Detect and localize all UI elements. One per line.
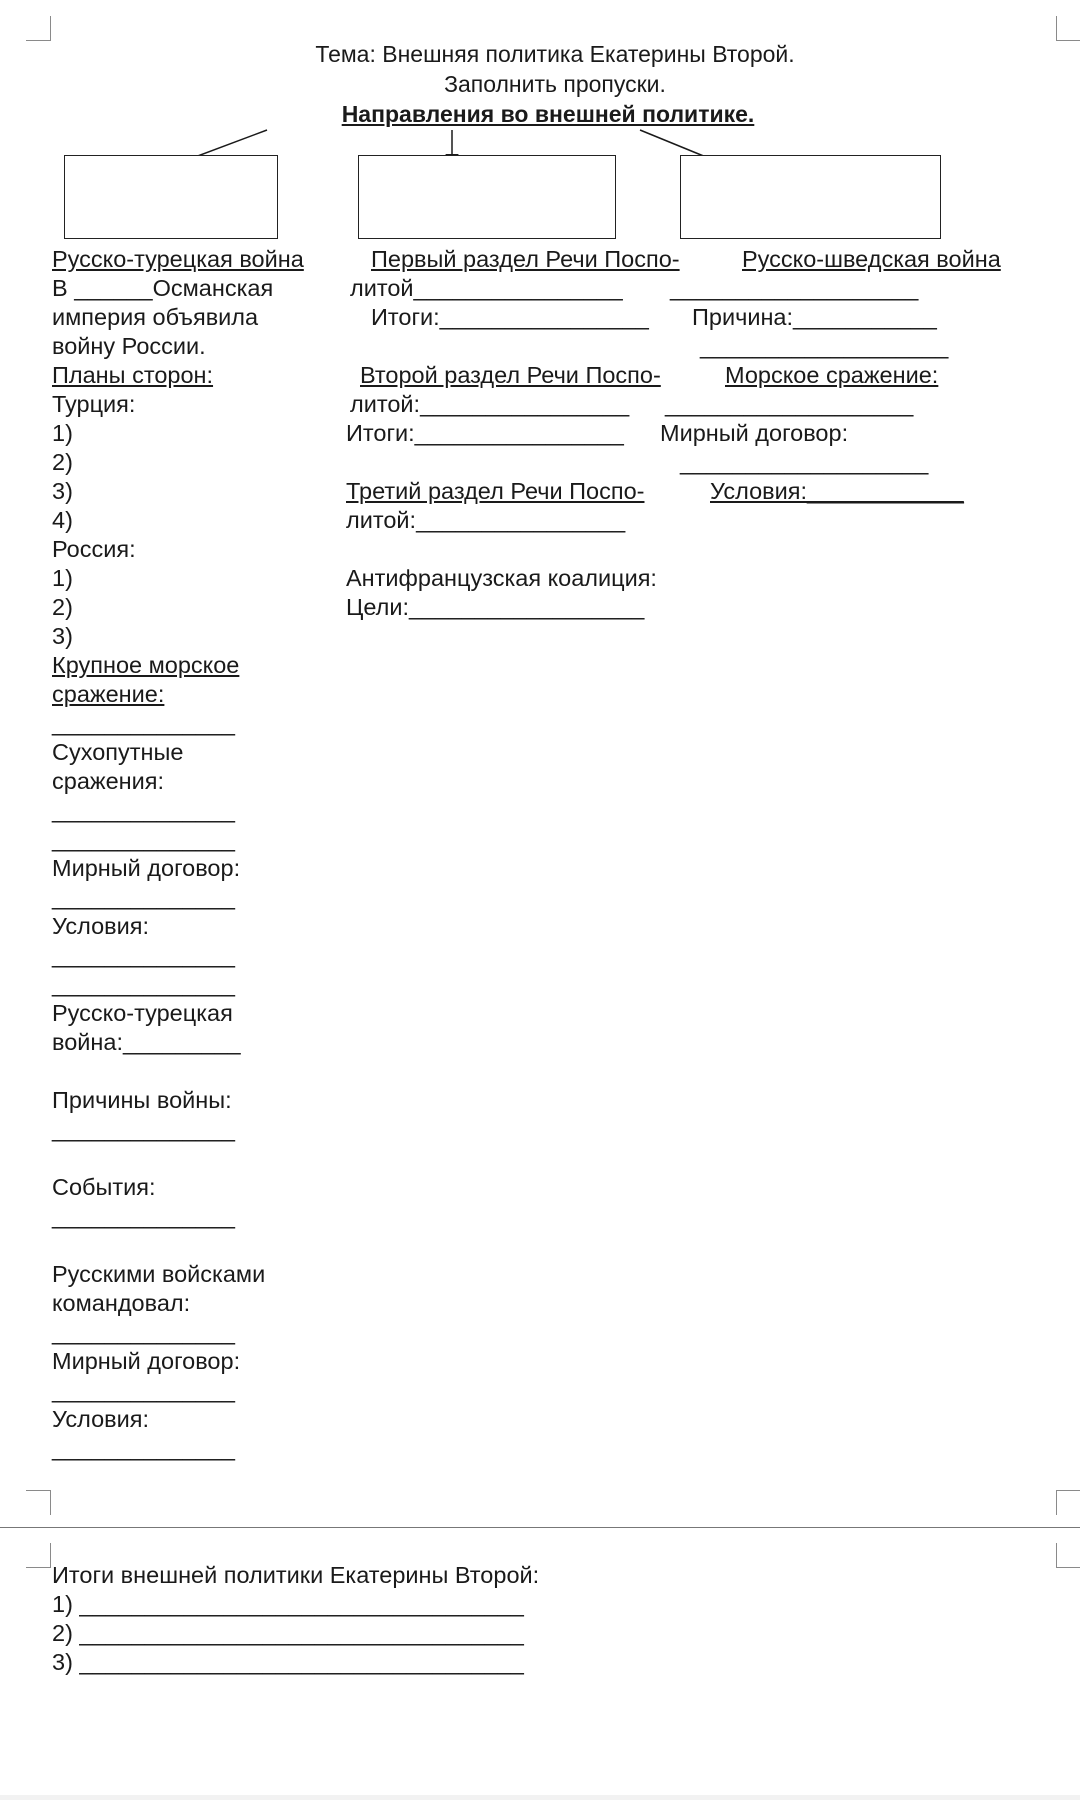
summary-item-1[interactable]: 1) __________________________________	[52, 1591, 524, 1617]
partition1-title: Первый раздел Речи Поспо-	[371, 246, 680, 272]
turkey-label: Турция:	[52, 391, 136, 417]
summary-item-2[interactable]: 2) __________________________________	[52, 1620, 524, 1646]
spacer	[52, 1231, 304, 1260]
war1-line3: войну России.	[52, 333, 206, 359]
war1-title: Русско-турецкая война	[52, 246, 304, 272]
partition3-line[interactable]: литой:________________	[346, 507, 626, 533]
war2-line1: Русско-турецкая	[52, 1000, 233, 1026]
margin-mark-bottom-right	[1056, 1490, 1080, 1515]
partition2-line[interactable]: литой:________________	[350, 391, 630, 417]
blank-conditions-2[interactable]: ______________	[52, 1435, 235, 1461]
margin-mark-page2-top-left	[26, 1543, 51, 1568]
blank-land-1[interactable]: ______________	[52, 797, 235, 823]
partition2-title: Второй раздел Речи Поспо-	[360, 362, 661, 388]
russia-item-1: 1)	[52, 565, 73, 591]
theme-title: Тема: Внешняя политика Екатерины Второй.	[315, 41, 795, 67]
swedish-conditions[interactable]	[710, 477, 964, 506]
blank-commander[interactable]: ______________	[52, 1319, 235, 1345]
blank-peace-2[interactable]: ______________	[52, 1377, 235, 1403]
blank-land-2[interactable]: ______________	[52, 826, 235, 852]
conditions-1: Условия:	[52, 913, 150, 939]
goals-line[interactable]: Цели:__________________	[346, 594, 645, 620]
swedish-blank-2[interactable]: ___________________	[700, 333, 949, 359]
events-label: События:	[52, 1174, 156, 1200]
causes-label: Причины войны:	[52, 1087, 232, 1113]
partition1-line[interactable]: литой________________	[350, 275, 623, 301]
war1-line2: империя объявила	[52, 304, 259, 330]
naval-title-1: Крупное морское	[52, 652, 240, 678]
swedish-conditions-text: Условия:____________	[710, 478, 964, 504]
summary-item-3[interactable]: 3) __________________________________	[52, 1649, 524, 1675]
margin-mark-page2-top-right	[1056, 1543, 1080, 1568]
swedish-cause[interactable]: Причина:___________	[692, 304, 937, 330]
answer-box-middle[interactable]	[358, 155, 616, 239]
blank-conditions-1b[interactable]: ______________	[52, 971, 235, 997]
instruction-line: Заполнить пропуски.	[444, 71, 666, 97]
commanded-1: Русскими войсками	[52, 1261, 266, 1287]
answer-box-right[interactable]	[680, 155, 941, 239]
directions-label: Направления во внешней политике.	[341, 101, 755, 127]
page-break-line	[0, 1527, 1080, 1528]
answer-box-left[interactable]	[64, 155, 278, 239]
left-column	[52, 245, 304, 1463]
war2-line2[interactable]: война:_________	[52, 1029, 241, 1055]
blank-causes[interactable]: ______________	[52, 1116, 235, 1142]
viewer-bottom-edge	[0, 1795, 1080, 1800]
blank-naval[interactable]: ______________	[52, 710, 235, 736]
russia-label: Россия:	[52, 536, 136, 562]
naval-battle-title: Морское сражение:	[725, 362, 939, 388]
conditions-2: Условия:	[52, 1406, 150, 1432]
swedish-blank-3[interactable]: ___________________	[665, 391, 914, 417]
swedish-war-title: Русско-шведская война	[742, 246, 1001, 272]
swedish-blank-1[interactable]: ___________________	[670, 275, 919, 301]
margin-mark-bottom-left	[26, 1490, 51, 1515]
turkey-item-2: 2)	[52, 449, 73, 475]
peace-treaty-2: Мирный договор:	[52, 1348, 241, 1374]
partition3-title: Третий раздел Речи Поспо-	[346, 478, 645, 504]
spacer	[52, 1144, 304, 1173]
turkey-item-1: 1)	[52, 420, 73, 446]
swedish-peace: Мирный договор:	[660, 420, 849, 446]
war1-line1: В ______Османская	[52, 275, 274, 301]
turkey-item-3: 3)	[52, 478, 73, 504]
results2-line[interactable]: Итоги:________________	[346, 420, 624, 446]
spacer	[52, 1057, 304, 1086]
land-battles-2: сражения:	[52, 768, 165, 794]
plans-title: Планы сторон:	[52, 362, 214, 388]
peace-treaty-1: Мирный договор:	[52, 855, 241, 881]
commanded-2: командовал:	[52, 1290, 191, 1316]
coalition-label: Антифранцузская коалиция:	[346, 565, 657, 591]
naval-title-2: сражение:	[52, 681, 165, 707]
blank-conditions-1a[interactable]: ______________	[52, 942, 235, 968]
land-battles-1: Сухопутные	[52, 739, 184, 765]
turkey-item-4: 4)	[52, 507, 73, 533]
russia-item-2: 2)	[52, 594, 73, 620]
blank-events[interactable]: ______________	[52, 1203, 235, 1229]
blank-peace-1[interactable]: ______________	[52, 884, 235, 910]
results1-line[interactable]: Итоги:________________	[371, 304, 649, 330]
summary-block	[52, 1561, 539, 1677]
russia-item-3: 3)	[52, 623, 73, 649]
summary-title: Итоги внешней политики Екатерины Второй:	[52, 1562, 540, 1588]
swedish-blank-4[interactable]: ___________________	[680, 449, 929, 475]
